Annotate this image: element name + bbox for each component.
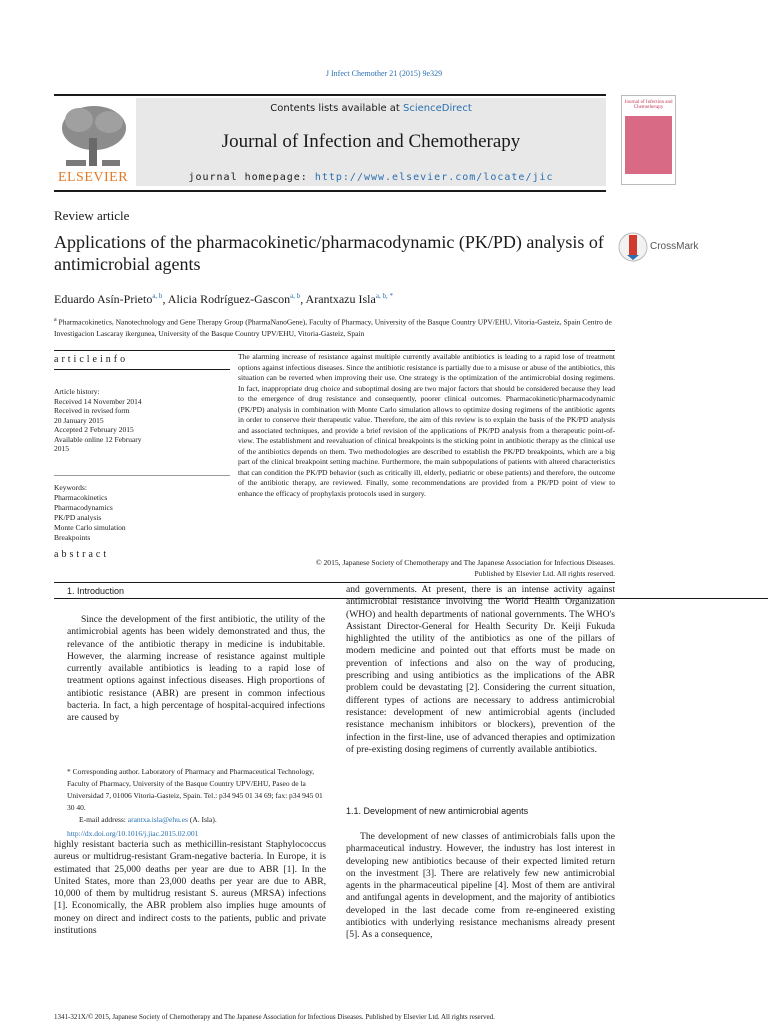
abstract-text: The alarming increase of resistance against multiple currently available antibiotics is leading to a rapid lose of treatment options against infectious diseases. Since the antibiotic resistance is partially due to a misuse or abuse of the antibiotics, this situation can be reverted when improving their use. One strategy is the optimization of the antimicrobial dosing regimens. In fact, inappropriate drug choice and suboptimal dosing are two major factors that should be considered because they lead to the emergence of drug resistance and consequently, poorer clinical outcomes. Pharmacokinetic/pharmacodynamic (PK/PD) analysis in combination with Monte Carlo simulation allows to optimize dosing regimens of the antibiotic agents in order to conserve their therapeutic value. Therefore, the aim of this review is to explain the basis of the PK/PD analysis and associated techniques, and provide a brief revision of the applications of PK/PD analysis from a therapeutic point-of-view. The establishment and reevaluation of clinical breakpoints is the sticking point in antibiotic therapy as the clinical use of the antibiotics depends on them. Two methodologies are described to establish the PK/PD breakpoints, which are a big part of the clinical breakpoint setting machine. Furthermore, the main subpopulations of patients with altered characteristics that can condition the PK/PD behavior (such as critically ill, elderly, pediatric or obese patients) and therefore, the outcome of the antibiotic therapy, are reviewed. Finally, some recommendations are provided from a PK/PD point of view to enhance the efficacy of prophylaxis protocols used in surgery. — [238, 352, 615, 498]
homepage-prefix: journal homepage: — [188, 172, 315, 183]
journal-title: Journal of Infection and Chemotherapy — [221, 131, 521, 152]
author-affiliation-marker[interactable]: a, b, * — [375, 292, 393, 300]
affiliation-b: Centro de Investigacion Lascaray ikergunea, University of the Basque Country UPV/EHU, Vitoria-Gasteiz, Spain — [54, 317, 612, 338]
article-type: Review article — [54, 208, 130, 223]
footnote-text: * Corresponding author. Laboratory of Pharmacy and Pharmaceutical Technology, Faculty of Pharmacy, University of the Basque Country UPV/EHU, Paseo de la Universidad 7, 01006 Vitoria-Gasteiz, Spain. Tel.: p34 945 01 34 69; fax: p34 945 01 30 40. — [67, 767, 323, 812]
right-column-paragraph-1: and governments. At present, there is an intense activity against antimicrobial resistance involving the World Health Organization (WHO) and health departments of national governments. The WHO's Assistant Director-General for Health Security Dr. Keiji Fukuda highlighted the utility of the antibiotics as one of the pillars of modern medicine and pointed out that efforts must be made on prevention of infections and also on the way of producing, prescribing and using antibiotics as the implications of the ABR problem could be devastating [2]. Considering the current situation, different types of actions are necessary to address antimicrobial resistance: development of new antimicrobial agents (included resistance mechanism inhibitors or blockers), prevention of the infection in the first-line, use of advanced therapies and optimization of pre-existing dosing regimens of currently available antibiotics. — [346, 584, 615, 755]
email-suffix: (A. Isla). — [187, 815, 217, 824]
contents-line — [136, 103, 606, 114]
corresponding-author-footnote — [67, 766, 325, 826]
keywords-label: Keywords: — [54, 483, 87, 492]
header-top-rule — [54, 94, 606, 96]
crossmark-icon — [618, 230, 648, 264]
article-title: Applications of the pharmacokinetic/pharmacodynamic (PK/PD) analysis of antimicrobial agents — [54, 232, 604, 274]
article-history — [54, 387, 230, 454]
keyword: Breakpoints — [54, 533, 91, 542]
sciencedirect-link[interactable]: ScienceDirect — [403, 103, 472, 114]
crossmark-badge[interactable] — [618, 230, 712, 264]
affiliation-a: Pharmacokinetics, Nanotechnology and Gene Therapy Group (PharmaNanoGene), Faculty of Pharmacy, University of the Basque Country UPV/EHU, Vitoria-Gasteiz, Spain — [58, 317, 581, 327]
section-heading-introduction: 1. Introduction — [67, 586, 125, 596]
header-bottom-rule — [54, 190, 606, 192]
section-heading-1-1: 1.1. Development of new antimicrobial agents — [346, 806, 529, 816]
history-line: Accepted 2 February 2015 — [54, 425, 134, 434]
keyword: Pharmacokinetics — [54, 493, 108, 502]
elsevier-wordmark: ELSEVIER — [57, 170, 129, 185]
author-list: Eduardo Asín-Prieto$^{a, b}$, Alicia Rodríguez-Gascon$^{a, b}$, Arantxazu Isla$^{a, b, *}$ — [54, 292, 393, 306]
history-line: Received 14 November 2014 — [54, 396, 142, 406]
homepage-line — [136, 172, 606, 183]
intro-paragraph-1: Since the development of the first antibiotic, the utility of the antimicrobial agents has been widely demonstrated and thus, the relevance of the antibiotic therapy in medicine is indubitable. However, the alarming increase of resistance against multiple currently available antibiotics is leading to a rapid lose of treatment options against infectious diseases. High proportions of antibiotic resistance (ABR) are present in common infectious bacteria. In fact, a high percentage of hospital-acquired infections are caused by — [67, 614, 325, 724]
cover-image — [625, 116, 672, 174]
author-affiliation-marker[interactable]: a, b — [152, 292, 163, 300]
doi-link[interactable]: http://dx.doi.org/10.1016/j.jiac.2015.02.001 — [67, 829, 199, 838]
abstract-bottom-rule — [54, 582, 615, 583]
contents-prefix: Contents lists available at — [270, 103, 404, 114]
affiliation-marker: a — [54, 317, 57, 323]
info-head-rule — [54, 369, 230, 370]
keywords-rule — [54, 475, 230, 476]
email-label: E-mail address: — [79, 815, 128, 824]
intro-paragraph-2: highly resistant bacteria such as methicillin-resistant Staphylococcus aureus or multidrug-resistant Gram-negative bacteria. In Europe, it is estimated that 25,000 deaths per year are due to ABR [1]. In the United States, more than 23,000 deaths per year are due to ABR, 10,000 of them by multidrug resistant S. aureus (MRSA) infections [1]. Economically, the ABR problem also implies huge amounts of money on direct and indirect costs to the patients, public and private institutions — [54, 839, 326, 937]
info-top-rule — [54, 350, 615, 351]
copyright-line-2: Published by Elsevier Ltd. All rights reserved. — [474, 569, 615, 578]
abstract-copyright — [238, 557, 615, 579]
keywords-block — [54, 483, 230, 543]
keyword: Pharmacodynamics — [54, 503, 113, 512]
history-label: Article history: — [54, 387, 100, 396]
section-1-1-paragraph: The development of new classes of antimicrobials falls upon the pharmaceutical industry. However, the industry has lost interest in developing new antibiotics because of their expected limited return on the investment [3]. There are relatively few new antimicrobial agents in the pharmaceutical pipeline [4]. Most of them are antiviral and antifungal agents in development, and the majority of antibiotics developed in the last decade come from re-engineered existing antibiotics with underlying resistance mechanisms already present [5]. As a consequence, — [346, 831, 615, 941]
keyword: PK/PD analysis — [54, 513, 102, 522]
affiliations — [54, 315, 614, 339]
journal-cover-thumbnail[interactable] — [621, 95, 676, 185]
author-name[interactable]: Alicia Rodríguez-Gascon — [167, 292, 291, 306]
cover-title: Journal of Infection and Chemotherapy — [624, 100, 673, 110]
history-line: 20 January 2015 — [54, 415, 104, 425]
homepage-link[interactable]: http://www.elsevier.com/locate/jic — [314, 172, 554, 183]
journal-reference[interactable]: J Infect Chemother 21 (2015) 9e329 — [325, 69, 443, 78]
history-line: 2015 — [54, 444, 69, 453]
author-name[interactable]: Eduardo Asín-Prieto — [54, 292, 153, 306]
author-affiliation-marker[interactable]: a, b — [290, 292, 301, 300]
email-link[interactable]: arantxa.isla@ehu.es — [127, 815, 188, 824]
crossmark-label: CrossMark — [650, 241, 699, 252]
keyword: Monte Carlo simulation — [54, 523, 126, 532]
article-info-heading: articleinfo — [54, 354, 129, 365]
copyright-line-1: © 2015, Japanese Society of Chemotherapy and The Japanese Association for Infectious Diseases. — [315, 558, 615, 567]
footnote-email-line — [67, 814, 325, 826]
copyright-footer: 1341-321X/© 2015, Japanese Society of Chemotherapy and The Japanese Association for Infectious Diseases. Published by Elsevier Ltd. All rights reserved. — [54, 1013, 495, 1021]
abstract-heading: abstract — [54, 549, 110, 560]
history-line: Received in revised form — [54, 406, 130, 415]
author-name[interactable]: Arantxazu Isla — [305, 292, 376, 306]
history-line: Available online 12 February — [54, 434, 142, 444]
